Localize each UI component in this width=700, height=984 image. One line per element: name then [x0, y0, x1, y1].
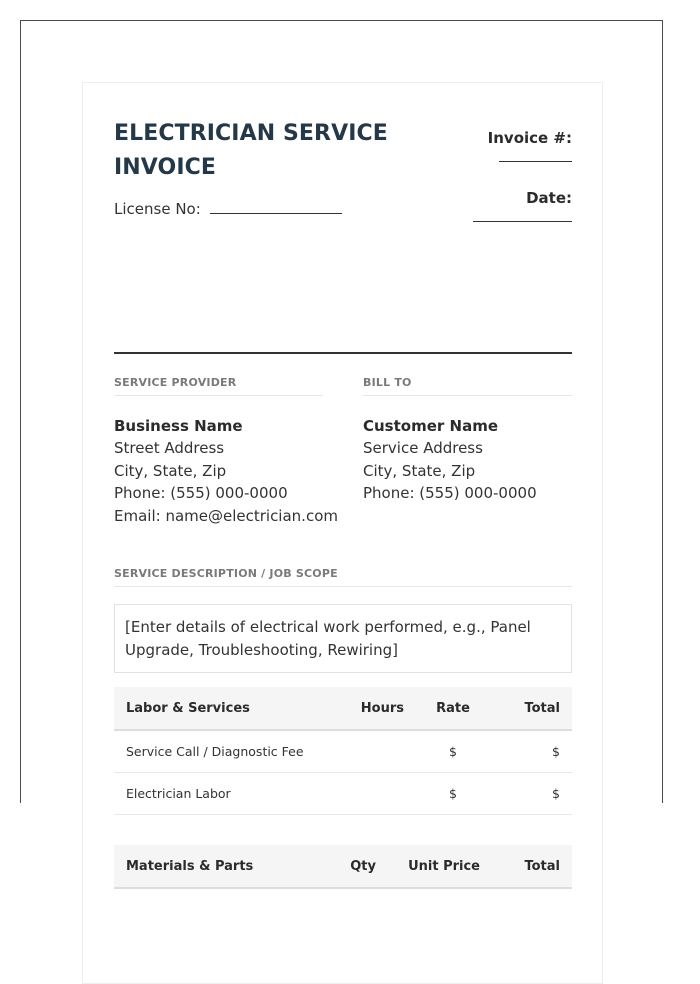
provider-street: Street Address	[114, 439, 225, 457]
customer-phone: Phone: (555) 000-0000	[363, 484, 537, 502]
materials-header-unit-price: Unit Price	[388, 845, 492, 888]
labor-rate-cell[interactable]: $	[416, 773, 490, 815]
labor-header-total: Total	[490, 687, 572, 730]
labor-description-cell[interactable]: Electrician Labor	[114, 773, 338, 815]
labor-total-cell[interactable]: $	[490, 773, 572, 815]
invoice-sheet	[82, 82, 603, 984]
labor-header-hours: Hours	[338, 687, 416, 730]
page-viewport	[20, 20, 663, 874]
bill-to-label: BILL TO	[363, 376, 572, 396]
license-label: License No:	[114, 200, 201, 218]
date-label: Date:	[526, 189, 572, 207]
customer-name: Customer Name	[363, 417, 498, 435]
service-description-label: SERVICE DESCRIPTION / JOB SCOPE	[114, 567, 572, 587]
provider-business-name: Business Name	[114, 417, 243, 435]
table-row	[114, 730, 572, 773]
license-field	[114, 199, 342, 218]
invoice-meta	[473, 129, 572, 227]
service-description-box[interactable]: [Enter details of electrical work performed, e.g., Panel Upgrade, Troubleshooting, Rewiring]	[114, 604, 572, 673]
provider-city: City, State, Zip	[114, 461, 227, 480]
labor-table	[114, 687, 572, 815]
invoice-number-label: Invoice #:	[487, 129, 572, 147]
labor-description-cell[interactable]: Service Call / Diagnostic Fee	[114, 730, 338, 773]
provider-phone: Phone: (555) 000-0000	[114, 484, 288, 502]
provider-email: Email: name@electrician.com	[114, 506, 338, 525]
invoice-header	[114, 117, 572, 277]
service-description-section	[114, 567, 572, 673]
labor-hours-cell[interactable]	[338, 773, 416, 815]
service-provider-label: SERVICE PROVIDER	[114, 376, 323, 396]
materials-table	[114, 845, 572, 889]
materials-header-row	[114, 845, 572, 888]
bill-to-block	[363, 376, 572, 505]
labor-rate-cell[interactable]: $	[416, 730, 490, 773]
labor-hours-cell[interactable]	[338, 730, 416, 773]
invoice-content	[114, 117, 572, 874]
customer-address: Service Address	[363, 439, 483, 457]
service-provider-block	[114, 376, 338, 527]
date-blank-line[interactable]	[473, 211, 572, 222]
materials-header-qty: Qty	[318, 845, 388, 888]
customer-city: City, State, Zip	[363, 461, 476, 480]
header-divider	[114, 352, 572, 354]
labor-header-services: Labor & Services	[114, 687, 338, 730]
invoice-title: ELECTRICIAN SERVICE INVOICE	[114, 121, 388, 180]
labor-header-rate: Rate	[416, 687, 490, 730]
license-blank-line[interactable]	[210, 199, 342, 214]
invoice-number-blank-line[interactable]	[499, 151, 572, 162]
materials-header-parts: Materials & Parts	[114, 845, 318, 888]
labor-total-cell[interactable]: $	[490, 730, 572, 773]
materials-header-total: Total	[492, 845, 572, 888]
table-row	[114, 773, 572, 815]
labor-header-row	[114, 687, 572, 730]
